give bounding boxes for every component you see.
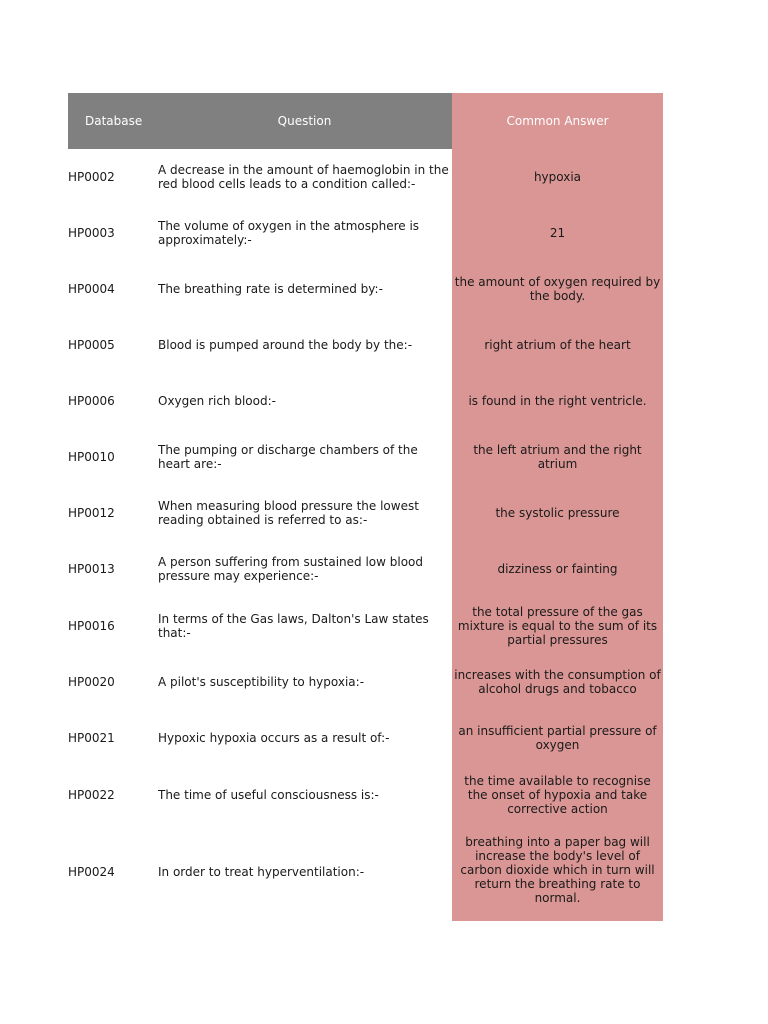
database-id: HP0004: [68, 282, 115, 296]
database-id: HP0005: [68, 338, 115, 352]
question-text: The time of useful consciousness is:-: [158, 787, 379, 802]
question-text: The breathing rate is determined by:-: [158, 282, 383, 296]
database-id: HP0012: [68, 506, 115, 520]
database-id: HP0022: [68, 787, 115, 802]
table-row: [68, 823, 663, 921]
answer-text: hypoxia: [452, 149, 663, 205]
question-text: A pilot's susceptibility to hypoxia:-: [158, 675, 365, 689]
database-id: HP0016: [68, 618, 115, 633]
table-row: [68, 317, 663, 373]
table-row: [68, 597, 663, 654]
database-id: HP0006: [68, 394, 115, 408]
answer-text: is found in the right ventricle.: [452, 373, 663, 429]
answer-text: right atrium of the heart: [452, 317, 663, 373]
answer-text: the total pressure of the gas mixture is equal to the sum of its partial pressures: [452, 597, 663, 654]
qa-table: [68, 93, 663, 921]
answer-text: an insufficient partial pressure of oxygen: [452, 710, 663, 766]
answer-text: the left atrium and the right atrium: [452, 429, 663, 485]
question-text: Blood is pumped around the body by the:-: [158, 338, 413, 352]
database-id: HP0021: [68, 731, 115, 745]
question-text: Oxygen rich blood:-: [158, 394, 276, 408]
header-row: [68, 93, 663, 149]
question-text: In terms of the Gas laws, Dalton's Law states that:-: [158, 611, 429, 640]
answer-text: the time available to recognise the onset of hypoxia and take corrective action: [452, 766, 663, 823]
table-row: [68, 261, 663, 317]
answer-text: the systolic pressure: [452, 485, 663, 541]
database-id: HP0024: [68, 865, 115, 879]
answer-text: increases with the consumption of alcohol drugs and tobacco: [452, 654, 663, 710]
question-text: A person suffering from sustained low blood pressure may experience:-: [158, 555, 424, 583]
question-text: The volume of oxygen in the atmosphere is approximately:-: [158, 219, 420, 247]
table-row: [68, 710, 663, 766]
question-text: The pumping or discharge chambers of the heart are:-: [158, 443, 418, 471]
database-id: HP0013: [68, 562, 115, 576]
answer-text: 21: [452, 205, 663, 261]
answer-text: dizziness or fainting: [452, 541, 663, 597]
database-id: HP0002: [68, 170, 115, 184]
question-text: A decrease in the amount of haemoglobin in the red blood cells leads to a condition called:-: [158, 163, 449, 191]
question-text: When measuring blood pressure the lowest reading obtained is referred to as:-: [158, 499, 419, 527]
header-database: Database: [68, 93, 157, 149]
answer-text: the amount of oxygen required by the body.: [452, 261, 663, 317]
table-row: [68, 149, 663, 205]
header-question: Question: [157, 93, 452, 149]
database-id: HP0010: [68, 450, 115, 464]
database-id: HP0020: [68, 675, 115, 689]
table-row: [68, 429, 663, 485]
question-text: In order to treat hyperventilation:-: [158, 865, 365, 879]
table-row: [68, 205, 663, 261]
header-common-answer: Common Answer: [452, 93, 663, 149]
answer-text: breathing into a paper bag will increase the body's level of carbon dioxide which in turn will return the breathing rate to normal.: [452, 823, 663, 921]
table-row: [68, 485, 663, 541]
table-row: [68, 654, 663, 710]
question-text: Hypoxic hypoxia occurs as a result of:-: [158, 731, 390, 745]
table-row: [68, 541, 663, 597]
database-id: HP0003: [68, 226, 115, 240]
table-row: [68, 373, 663, 429]
table-row: [68, 766, 663, 823]
